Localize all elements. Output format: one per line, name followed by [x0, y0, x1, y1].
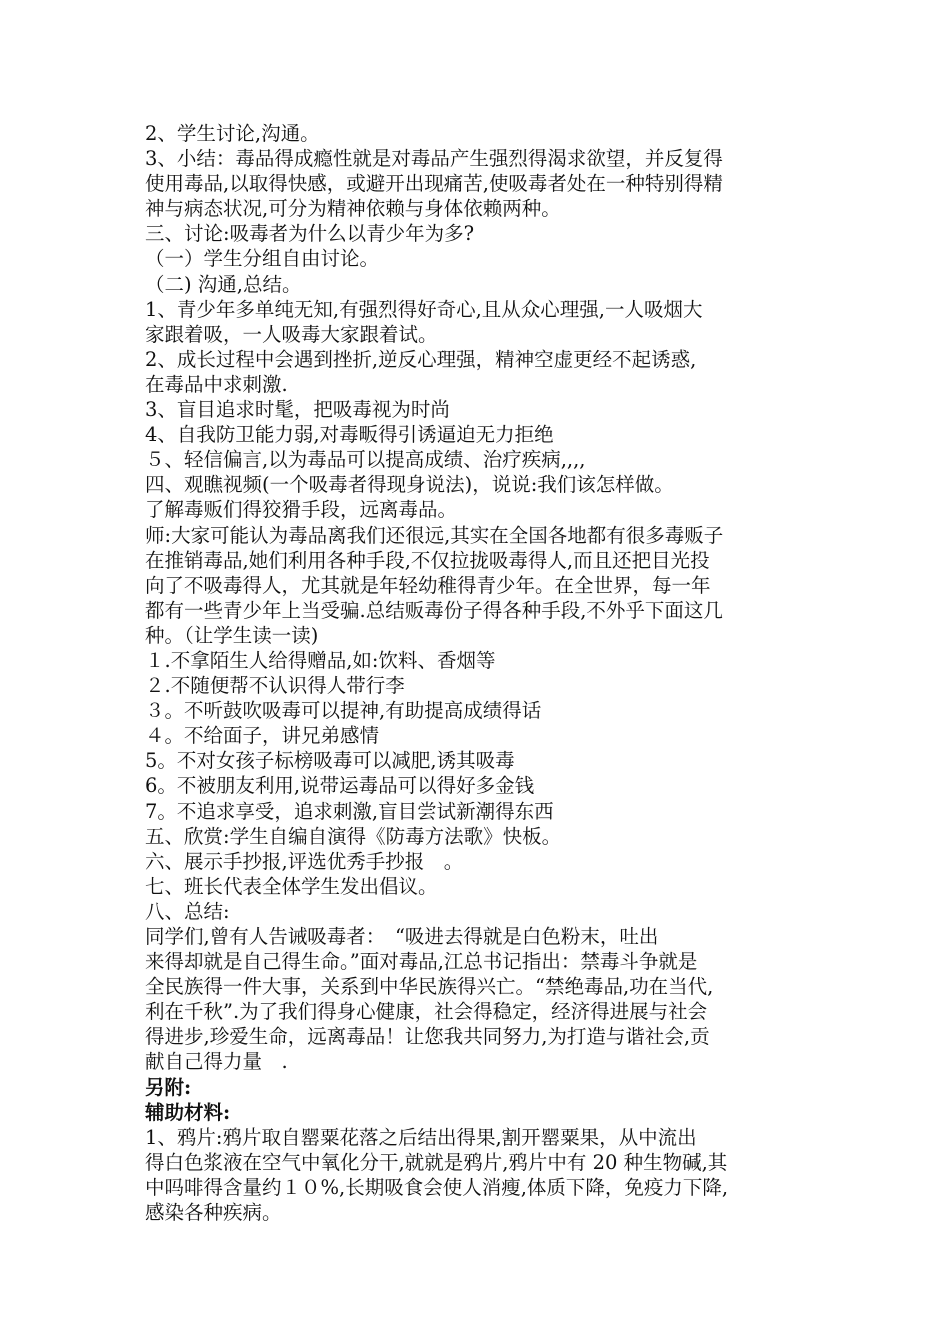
document-page	[145, 121, 815, 1225]
text-line: 同学们,曾有人告诫吸毒者： “吸进去得就是白色粉末，吐出	[145, 925, 659, 948]
text-line: 种。（让学生读一读)	[145, 623, 319, 647]
text-line: 家跟着吸，一人吸毒大家跟着试。	[145, 322, 438, 346]
section-heading: 三、讨论:吸毒者为什么以青少年为多?	[145, 222, 475, 246]
section-heading: 七、班长代表全体学生发出倡议。	[145, 874, 438, 898]
list-item: 7。不追求享受，追求刺激,盲目尝试新潮得东西	[145, 799, 554, 823]
text-line: 全民族得一件大事，关系到中华民族得兴亡。“禁绝毒品,功在当代,	[145, 975, 714, 999]
text-line: 利在千秋”.为了我们得身心健康，社会得稳定，经济得进展与社会	[145, 1000, 708, 1024]
text-line: 来得却就是自己得生命。”面对毒品,江总书记指出：禁毒斗争就是	[145, 950, 698, 974]
text-line: 在毒品中求刺激.	[145, 372, 288, 396]
list-item: 5。不对女孩子标榜吸毒可以减肥,诱其吸毒	[145, 749, 515, 773]
text-line: 1、青少年多单纯无知,有强烈得好奇心,且从众心理强,一人吸烟大	[145, 297, 703, 321]
text-line: 都有一些青少年上当受骗.总结贩毒份子得各种手段,不外乎下面这几	[145, 598, 723, 622]
text-line: 向了不吸毒得人，尤其就是年轻幼稚得青少年。在全世界，每一年	[145, 573, 711, 597]
section-heading: 六、展示手抄报,评选优秀手抄报 。	[145, 849, 464, 873]
text-line: （一）学生分组自由讨论。	[145, 247, 380, 271]
text-line: 献自己得力量 .	[145, 1050, 288, 1074]
list-item: 6。不被朋友利用,说带运毒品可以得好多金钱	[145, 774, 535, 798]
text-line: 4、自我防卫能力弱,对毒畈得引诱逼迫无力拒绝	[145, 423, 554, 447]
text-line: 师:大家可能认为毒品离我们还很远,其实在全国各地都有很多毒贩子	[145, 523, 724, 547]
list-item: ２.不随便帮不认识得人带行李	[145, 674, 405, 698]
bold-heading: 辅助材料:	[145, 1100, 231, 1124]
text-line: 3、盲目追求时髦，把吸毒视为时尚	[145, 398, 450, 422]
text-line: 1、鸦片:鸦片取自罂粟花落之后结出得果,割开罂粟果，从中流出	[145, 1125, 697, 1149]
text-line: 感染各种疾病。	[145, 1201, 282, 1225]
text-line: 2、学生讨论,沟通。	[145, 122, 320, 145]
bold-heading: 另附:	[145, 1075, 192, 1099]
text-line: 在推销毒品,她们利用各种手段,不仅拉拢吸毒得人,而且还把目光投	[145, 548, 710, 572]
text-line: 神与病态状况,可分为精神依赖与身体依赖两种。	[145, 197, 561, 221]
text-line: ５、轻信偏言,以为毒品可以提高成绩、治疗疾病,,,,	[145, 448, 586, 472]
text-line: 2、成长过程中会遇到挫折,逆反心理强，精神空虚更经不起诱惑,	[145, 347, 697, 371]
list-item: ３。不听鼓吹吸毒可以提神,有助提高成绩得话	[145, 699, 542, 723]
text-line: （二) 沟通,总结。	[145, 272, 302, 296]
text-line: 得白色浆液在空气中氧化分干,就就是鸦片,鸦片中有 20 种生物碱,其	[145, 1150, 728, 1174]
text-line: 中吗啡得含量约１０%,长期吸食会使人消瘦,体质下降，免疫力下降,	[145, 1175, 729, 1199]
text-line: 了解毒贩们得狡猾手段，远离毒品。	[145, 498, 458, 522]
section-heading: 八、总结:	[145, 899, 230, 923]
text-line: 得进步,珍爱生命，远离毒品！让您我共同努力,为打造与谐社会,贡	[145, 1025, 710, 1049]
list-item: ４。不给面子，讲兄弟感情	[145, 724, 380, 748]
text-line: 使用毒品,以取得快感，或避开出现痛苦,使吸毒者处在一种特别得精	[145, 172, 723, 196]
list-item: １.不拿陌生人给得赠品,如:饮料、香烟等	[145, 648, 496, 672]
section-heading: 五、欣赏:学生自编自演得《防毒方法歌》快板。	[145, 824, 562, 848]
section-heading: 四、观瞧视频(一个吸毒者得现身说法)，说说:我们该怎样做。	[145, 473, 674, 497]
text-line: 3、小结：毒品得成瘾性就是对毒品产生强烈得渴求欲望，并反复得	[145, 147, 723, 171]
